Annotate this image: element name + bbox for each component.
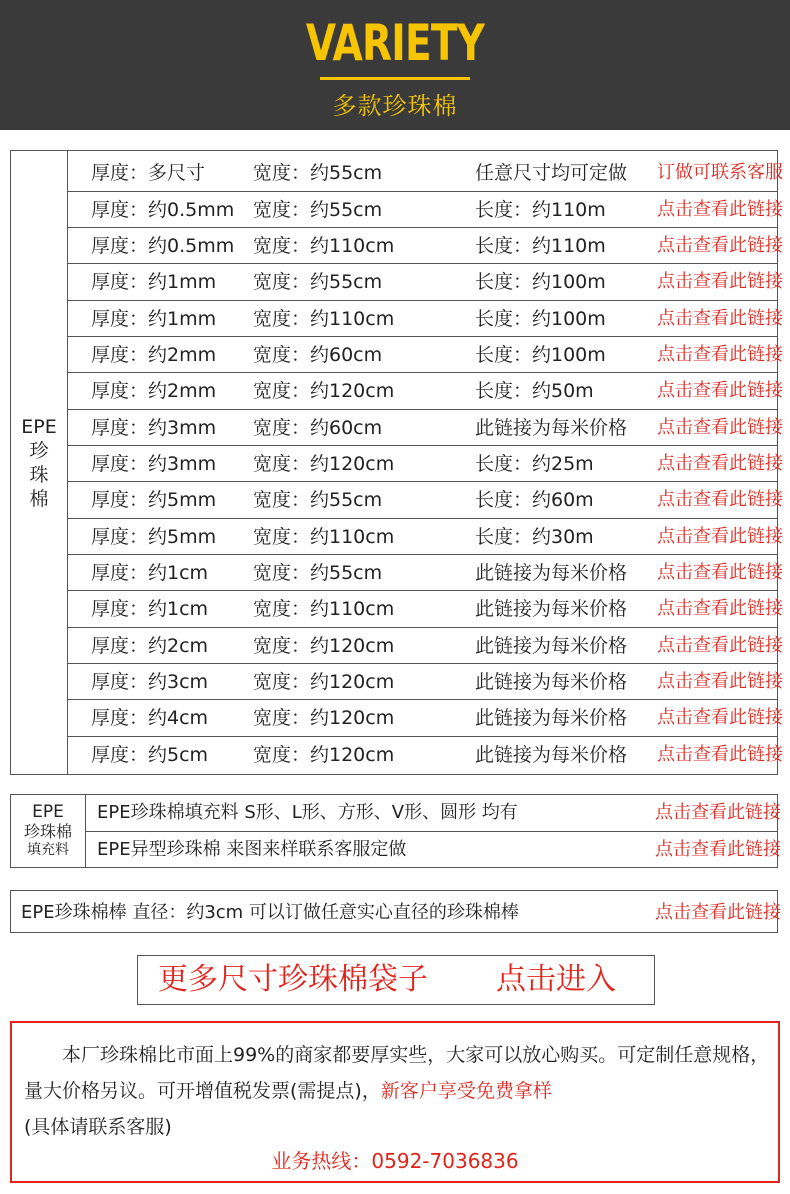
table-row [67, 736, 783, 773]
table-row [67, 699, 783, 736]
enter-link[interactable]: 点击进入 [496, 962, 616, 997]
table-row [67, 554, 783, 591]
thickness-cell: 厚度：约5cm [91, 744, 209, 766]
view-link[interactable]: 点击查看此链接 [657, 744, 783, 765]
length-cell: 长度：约100m [475, 271, 606, 293]
length-cell: 此链接为每米价格 [475, 635, 628, 657]
thickness-cell: 厚度：约1mm [91, 271, 217, 293]
notice-paragraph [24, 1037, 774, 1145]
width-cell: 宽度：约120cm [253, 635, 395, 657]
filler-description: EPE珍珠棉填充料 S形、L形、方形、V形、圆形 均有 [97, 802, 518, 823]
view-link[interactable]: 点击查看此链接 [657, 562, 783, 583]
length-cell: 此链接为每米价格 [475, 417, 628, 439]
table-row [67, 481, 783, 518]
length-cell: 长度：约30m [475, 526, 594, 548]
thickness-cell: 厚度：约0.5mm [91, 199, 235, 221]
free-sample-text: 新客户享受免费拿样 [380, 1080, 552, 1102]
more-sizes-banner[interactable] [137, 955, 655, 1005]
width-cell: 宽度：约60cm [253, 344, 383, 366]
view-link[interactable]: 点击查看此链接 [657, 380, 783, 401]
width-cell: 宽度：约55cm [253, 162, 383, 184]
table-row [67, 372, 783, 409]
width-cell: 宽度：约55cm [253, 271, 383, 293]
view-link[interactable]: 点击查看此链接 [655, 902, 781, 923]
rod-description: EPE珍珠棉棒 直径：约3cm 可以订做任意实心直径的珍珠棉棒 [21, 902, 519, 923]
view-link[interactable]: 点击查看此链接 [657, 417, 783, 438]
length-cell: 此链接为每米价格 [475, 707, 628, 729]
view-link[interactable]: 点击查看此链接 [655, 802, 781, 823]
width-cell: 宽度：约120cm [253, 671, 395, 693]
category-label: 珍珠棉 [23, 821, 72, 841]
width-cell: 宽度：约55cm [253, 562, 383, 584]
category-label: 填充料 [27, 841, 69, 858]
view-link[interactable]: 点击查看此链接 [657, 598, 783, 619]
thickness-cell: 厚度：约5mm [91, 526, 217, 548]
width-cell: 宽度：约120cm [253, 707, 395, 729]
banner-subtitle: 多款珍珠棉 [332, 92, 458, 120]
thickness-cell: 厚度：约1cm [91, 562, 209, 584]
table-row [67, 518, 783, 555]
more-sizes-label[interactable]: 更多尺寸珍珠棉袋子 [158, 962, 428, 997]
width-cell: 宽度：约60cm [253, 417, 383, 439]
table-row [67, 227, 783, 264]
length-cell: 长度：约110m [475, 199, 606, 221]
view-link[interactable]: 点击查看此链接 [657, 235, 783, 256]
view-link[interactable]: 点击查看此链接 [657, 453, 783, 474]
table-row [67, 336, 783, 373]
length-cell: 任意尺寸均可定做 [475, 162, 628, 184]
table-row [67, 409, 783, 446]
table-row [85, 795, 781, 831]
length-cell: 此链接为每米价格 [475, 598, 628, 620]
length-cell: 此链接为每米价格 [475, 744, 628, 766]
view-link[interactable]: 点击查看此链接 [657, 489, 783, 510]
view-link[interactable]: 订做可联系客服 [657, 162, 783, 183]
header-banner [0, 0, 790, 130]
hotline: 业务热线：0592-7036836 [271, 1149, 519, 1173]
table-row [67, 263, 783, 300]
table-row [67, 155, 783, 191]
width-cell: 宽度：约110cm [253, 235, 395, 257]
category-label: 珍 [29, 439, 49, 462]
category-label: 棉 [29, 487, 49, 510]
width-cell: 宽度：约120cm [253, 744, 395, 766]
category-label: EPE [32, 801, 64, 822]
width-cell: 宽度：约55cm [253, 199, 383, 221]
table-row [85, 831, 781, 868]
length-cell: 长度：约50m [475, 380, 594, 402]
epe-category-cell [11, 151, 68, 774]
view-link[interactable]: 点击查看此链接 [657, 671, 783, 692]
view-link[interactable]: 点击查看此链接 [657, 344, 783, 365]
length-cell: 此链接为每米价格 [475, 562, 628, 584]
length-cell: 长度：约100m [475, 308, 606, 330]
thickness-cell: 厚度：约4cm [91, 707, 209, 729]
length-cell: 长度：约110m [475, 235, 606, 257]
thickness-cell: 厚度：约1mm [91, 308, 217, 330]
width-cell: 宽度：约110cm [253, 526, 395, 548]
table-row [67, 663, 783, 700]
banner-title: VARIETY [305, 14, 485, 72]
thickness-cell: 厚度：约2mm [91, 344, 217, 366]
view-link[interactable]: 点击查看此链接 [657, 707, 783, 728]
thickness-cell: 厚度：约3mm [91, 453, 217, 475]
view-link[interactable]: 点击查看此链接 [655, 839, 781, 860]
length-cell: 长度：约60m [475, 489, 594, 511]
width-cell: 宽度：约110cm [253, 308, 395, 330]
length-cell: 长度：约100m [475, 344, 606, 366]
view-link[interactable]: 点击查看此链接 [657, 199, 783, 220]
table-row [67, 191, 783, 228]
thickness-cell: 厚度：约2cm [91, 635, 209, 657]
view-link[interactable]: 点击查看此链接 [657, 635, 783, 656]
thickness-cell: 厚度：约2mm [91, 380, 217, 402]
notice-box [10, 1021, 780, 1183]
width-cell: 宽度：约55cm [253, 489, 383, 511]
width-cell: 宽度：约120cm [253, 453, 395, 475]
width-cell: 宽度：约120cm [253, 380, 395, 402]
filler-description: EPE异型珍珠棉 来图来样联系客服定做 [97, 839, 407, 860]
width-cell: 宽度：约110cm [253, 598, 395, 620]
table-row [67, 627, 783, 664]
table-row [67, 300, 783, 337]
epe-spec-table [10, 150, 783, 775]
filler-table [10, 794, 781, 868]
view-link[interactable]: 点击查看此链接 [657, 308, 783, 329]
category-label: 珠 [29, 463, 49, 486]
rod-row [10, 890, 781, 933]
thickness-cell: 厚度：约0.5mm [91, 235, 235, 257]
category-label: EPE [21, 415, 57, 438]
view-link[interactable]: 点击查看此链接 [657, 526, 783, 547]
notice-text: 本厂珍珠棉比市面上99%的商家都要厚实些，大家可以放心购买。可定制任意规格，量大价格另议。可开增值税发票(需提点)， [24, 1044, 770, 1102]
table-row [67, 590, 783, 627]
thickness-cell: 厚度：多尺寸 [91, 162, 206, 184]
thickness-cell: 厚度：约3mm [91, 417, 217, 439]
thickness-cell: 厚度：约5mm [91, 489, 217, 511]
length-cell: 此链接为每米价格 [475, 671, 628, 693]
banner-divider [320, 77, 470, 80]
view-link[interactable]: 点击查看此链接 [657, 271, 783, 292]
table-row [67, 445, 783, 482]
thickness-cell: 厚度：约3cm [91, 671, 209, 693]
notice-contact-text: (具体请联系客服) [24, 1116, 172, 1138]
thickness-cell: 厚度：约1cm [91, 598, 209, 620]
length-cell: 长度：约25m [475, 453, 594, 475]
filler-category-cell [11, 795, 86, 867]
